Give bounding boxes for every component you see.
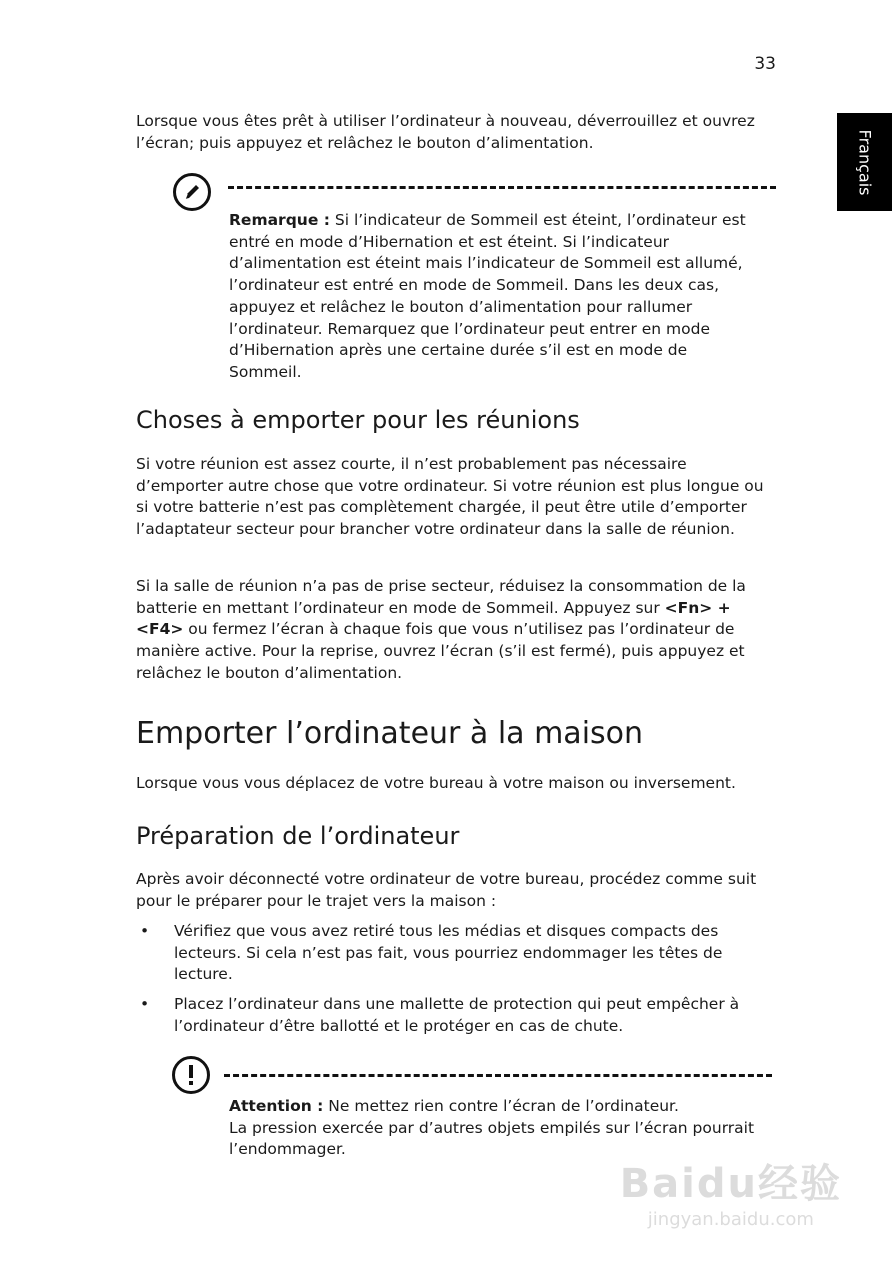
meetings-p2-start: Si la salle de réunion n’a pas de prise secteur, réduisez la consommation de la batterie en mettant l’ordinateur en mode de Sommeil. Appuyez sur bbox=[136, 577, 746, 617]
meetings-paragraph-1: Si votre réunion est assez courte, il n’est probablement pas nécessaire d’emporter autre chose que votre ordinateur. Si votre réunion est plus longue ou si votre batterie n’est pas complètement chargée, il peut être utile d’emporter l’adaptateur secteur pour brancher votre ordinateur dans la salle de réunion. bbox=[136, 455, 764, 539]
note-text bbox=[229, 210, 759, 384]
home-paragraph: Lorsque vous vous déplacez de votre bureau à votre maison ou inversement. bbox=[136, 774, 736, 792]
meetings-paragraph-2 bbox=[136, 576, 776, 685]
attention-label: Attention : bbox=[229, 1097, 324, 1115]
bullet-text: Vérifiez que vous avez retiré tous les médias et disques compacts des lecteurs. Si cela n’est pas fait, vous pourriez endommager les têtes de lecture. bbox=[174, 922, 723, 984]
meetings-heading: Choses à emporter pour les réunions bbox=[136, 406, 580, 434]
language-tab bbox=[837, 113, 892, 211]
watermark-url: jingyan.baidu.com bbox=[647, 1209, 814, 1230]
prep-paragraph: Après avoir déconnecté votre ordinateur de votre bureau, procédez comme suit pour le préparer pour le trajet vers la maison : bbox=[136, 870, 757, 910]
list-item bbox=[136, 994, 776, 1037]
list-item bbox=[136, 921, 776, 986]
attention-divider bbox=[224, 1074, 772, 1077]
bullet-icon: • bbox=[140, 922, 150, 940]
home-heading: Emporter l’ordinateur à la maison bbox=[136, 716, 644, 751]
note-label: Remarque : bbox=[229, 211, 330, 229]
attention-body-2: La pression exercée par d’autres objets empilés sur l’écran pourrait l’endommager. bbox=[229, 1118, 755, 1159]
note-divider bbox=[228, 186, 776, 189]
prep-bullet-list bbox=[136, 921, 776, 1046]
baidu-watermark bbox=[620, 1152, 842, 1230]
note-pen-icon bbox=[173, 173, 211, 211]
note-body: Si l’indicateur de Sommeil est éteint, l’ordinateur est entré en mode d’Hibernation et est éteint. Si l’indicateur d’alimentation est éteint mais l’indicateur de Sommeil est allumé, l’ordinateur est entré en mode de Sommeil. Dans les deux cas, appuyez et relâchez le bouton d’alimentation pour rallumer l’ordinateur. Remarquez que l’ordinateur peut entrer en mode d’Hibernation après une certaine durée s’il est en mode de Sommeil. bbox=[229, 211, 746, 381]
intro-paragraph: Lorsque vous êtes prêt à utiliser l’ordinateur à nouveau, déverrouillez et ouvrez l’écran; puis appuyez et relâchez le bouton d’alimentation. bbox=[136, 112, 755, 152]
bullet-text: Placez l’ordinateur dans une mallette de protection qui peut empêcher à l’ordinateur d’être ballotté et le protéger en cas de chute. bbox=[174, 995, 740, 1035]
exclamation-icon bbox=[172, 1056, 210, 1094]
meetings-p2-end: ou fermez l’écran à chaque fois que vous n’utilisez pas l’ordinateur de manière active. Pour la reprise, ouvrez l’écran (s’il est fermé), puis appuyez et relâchez le bouton d’alimentation. bbox=[136, 620, 745, 682]
page-number: 33 bbox=[754, 54, 776, 74]
bullet-icon: • bbox=[140, 995, 150, 1014]
attention-body: Ne mettez rien contre l’écran de l’ordinateur. bbox=[323, 1097, 679, 1115]
prep-heading: Préparation de l’ordinateur bbox=[136, 822, 460, 850]
key-combo: <Fn> + <F4> bbox=[136, 598, 731, 639]
language-tab-label: Français bbox=[855, 129, 875, 195]
watermark-logo: Baidu经验 bbox=[619, 1161, 842, 1207]
